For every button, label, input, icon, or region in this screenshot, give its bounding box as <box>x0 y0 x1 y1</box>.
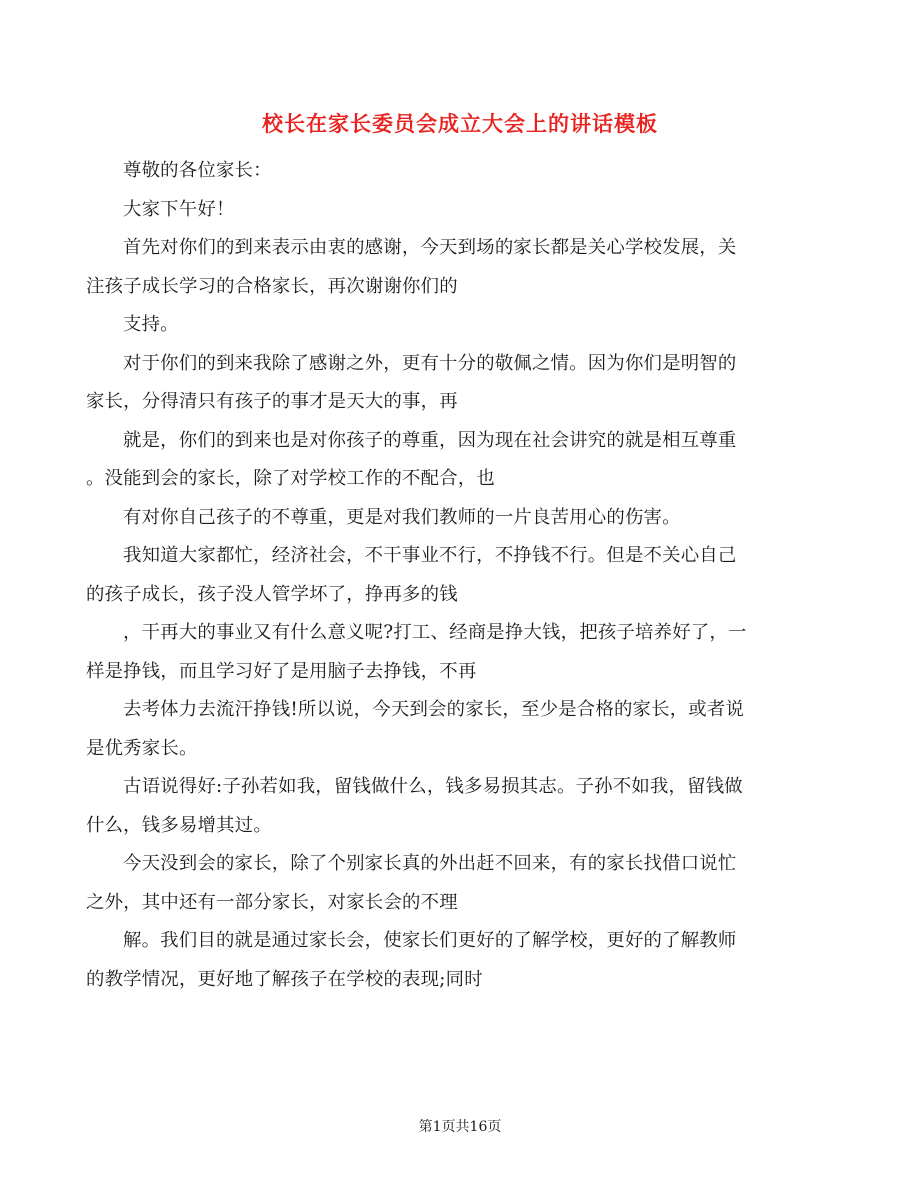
paragraph-line: 注孩子成长学习的合格家长，再次谢谢你们的 <box>86 275 458 297</box>
paragraph <box>86 768 834 845</box>
paragraph-line: 有对你自己孩子的不尊重，更是对我们教师的一片良苦用心的伤害。 <box>123 506 681 528</box>
paragraph-line: 。没能到会的家长，除了对学校工作的不配合，也 <box>86 468 495 489</box>
paragraph-line: 样是挣钱，而且学习好了是用脑子去挣钱，不再 <box>86 660 477 682</box>
paragraph-line: 的孩子成长，孩子没人管学坏了，挣再多的钱 <box>86 583 458 605</box>
paragraph <box>86 845 834 922</box>
paragraph-line: 古语说得好:子孙若如我，留钱做什么，钱多易损其志。子孙不如我，留钱做 <box>123 776 743 797</box>
paragraph-line: 大家下午好！ <box>123 198 235 220</box>
paragraph <box>86 422 834 499</box>
paragraph <box>86 152 834 191</box>
paragraph <box>86 537 834 614</box>
paragraph-line: 首先对你们的到来表示由衷的感谢，今天到场的家长都是关心学校发展，关 <box>123 237 737 258</box>
paragraph-line: 是优秀家长。 <box>86 737 198 759</box>
paragraph <box>86 691 834 768</box>
paragraph <box>86 499 834 538</box>
paragraph <box>86 614 834 691</box>
paragraph-line: 我知道大家都忙，经济社会，不干事业不行，不挣钱不行。但是不关心自己 <box>123 545 737 566</box>
page-title: 校长在家长委员会成立大会上的讲话模板 <box>262 111 658 136</box>
paragraph-line: 的教学情况，更好地了解孩子在学校的表现;同时 <box>86 968 483 990</box>
page-number: 第1页共16页 <box>418 1119 502 1135</box>
paragraph-line: 就是，你们的到来也是对你孩子的尊重，因为现在社会讲究的就是相互尊重 <box>123 429 737 451</box>
paragraph-line: 家长，分得清只有孩子的事才是天大的事，再 <box>86 391 458 412</box>
paragraph <box>86 229 834 306</box>
paragraph-line: 尊敬的各位家长： <box>123 160 272 181</box>
paragraph-line: 今天没到会的家长，除了个别家长真的外出赶不回来，有的家长找借口说忙 <box>123 853 737 874</box>
paragraph <box>86 306 834 345</box>
paragraph <box>86 191 834 230</box>
paragraph-line: 之外，其中还有一部分家长，对家长会的不理 <box>86 891 458 913</box>
document-body <box>86 152 834 999</box>
paragraph <box>86 345 834 422</box>
paragraph-line: 对于你们的到来我除了感谢之外，更有十分的敬佩之情。因为你们是明智的 <box>123 352 737 374</box>
paragraph-line: ，干再大的事业又有什么意义呢?打工、经商是挣大钱，把孩子培养好了，一 <box>123 622 747 643</box>
paragraph-line: 支持。 <box>123 314 179 335</box>
paragraph-line: 去考体力去流汗挣钱!所以说，今天到会的家长，至少是合格的家长，或者说 <box>123 699 745 720</box>
paragraph-line: 解。我们目的就是通过家长会，使家长们更好的了解学校，更好的了解教师 <box>123 930 737 951</box>
paragraph-line: 什么，钱多易增其过。 <box>86 814 272 836</box>
paragraph <box>86 922 834 999</box>
